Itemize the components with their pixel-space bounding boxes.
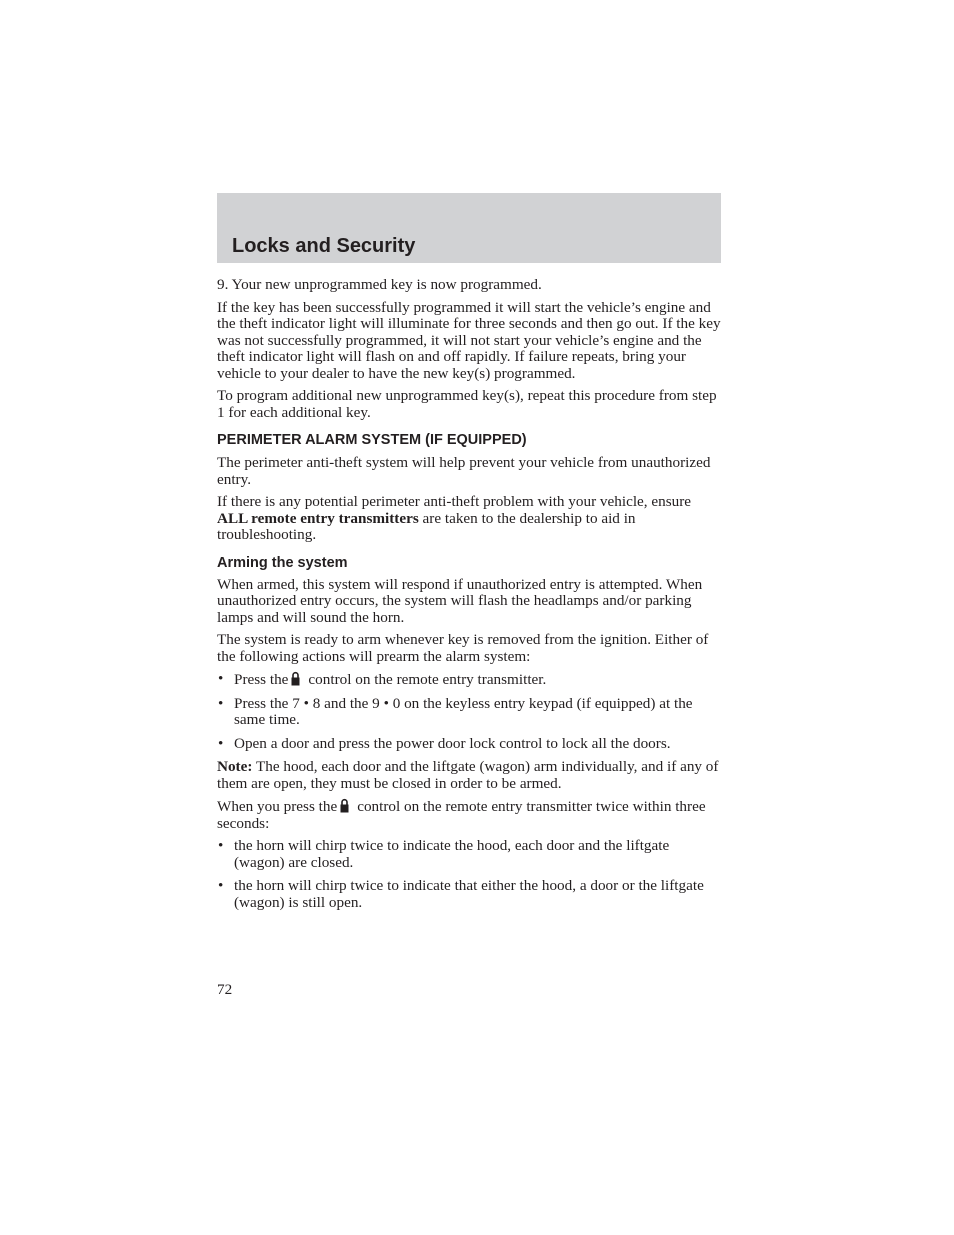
bullet-dot: • [218, 837, 224, 854]
list-item [217, 838, 721, 871]
list-item [217, 696, 721, 729]
horn-chirp-list [217, 838, 721, 911]
paragraph-additional-keys: To program additional new unprogrammed key(s), repeat this procedure from step 1 for each additional key. [217, 387, 717, 421]
page-content [217, 277, 721, 918]
paragraph-programming-result: If the key has been successfully programmed it will start the vehicle’s engine and the theft indicator light will illuminate for three seconds and then go out. If the key was not successfully programmed, it will not start your vehicle’s engine and the theft indicator light will flash on and off rapidly. If failure repeats, bring your vehicle to your dealer to have the new key(s) programmed. [217, 298, 721, 382]
press-text-post: control on the remote entry transmitter twice within three seconds: [217, 798, 706, 832]
paragraph-when-armed: When armed, this system will respond if unauthorized entry is attempted. When unauthorized entry occurs, the system will flash the headlamps and/or parking lamps and will sound the horn. [217, 575, 703, 626]
heading-perimeter-alarm: PERIMETER ALARM SYSTEM (IF EQUIPPED) [217, 432, 527, 448]
prearm-actions-list [217, 671, 721, 752]
press-text-pre: When you press the [217, 798, 338, 815]
bullet-dot: • [218, 694, 224, 712]
page-number: 72 [217, 981, 233, 998]
paragraph-press-twice [217, 798, 721, 832]
bullet-text-pre: Press the [234, 671, 289, 688]
problem-text-pre: If there is any potential perimeter anti-theft problem with your vehicle, ensure [217, 493, 692, 510]
problem-text-post: are taken to the dealership to aid in troubleshooting. [217, 509, 636, 543]
lock-icon [340, 798, 349, 813]
note-label: Note: [217, 758, 253, 775]
paragraph-perimeter-intro: The perimeter anti-theft system will help prevent your vehicle from unauthorized entry. [217, 454, 711, 488]
note-text: The hood, each door and the liftgate (wagon) arm individually, and if any of them are open, they must be closed in order to be armed. [217, 758, 719, 792]
paragraph-note [217, 759, 721, 792]
bullet-text: the horn will chirp twice to indicate that either the hood, a door or the liftgate (wagon) is still open. [234, 877, 704, 911]
bullet-text-post: control on the remote entry transmitter. [308, 671, 547, 688]
paragraph-perimeter-problem [217, 494, 721, 544]
paragraph-ready-to-arm: The system is ready to arm whenever key is removed from the ignition. Either of the following actions will prearm the alarm system: [217, 631, 709, 665]
bullet-dot: • [218, 670, 224, 687]
section-header-band [217, 193, 721, 263]
list-item [217, 671, 721, 689]
bullet-text: the horn will chirp twice to indicate the hood, each door and the liftgate (wagon) are closed. [234, 837, 670, 871]
lock-icon [291, 671, 300, 686]
bullet-text: Open a door and press the power door lock control to lock all the doors. [234, 734, 671, 752]
bullet-dot: • [218, 734, 224, 752]
heading-arming-the-system: Arming the system [217, 554, 348, 571]
problem-text-bold: ALL remote entry transmitters [217, 509, 419, 527]
list-item [217, 878, 721, 911]
bullet-dot: • [218, 877, 224, 894]
bullet-text: Press the 7 • 8 and the 9 • 0 on the keyless entry keypad (if equipped) at the same time. [234, 694, 693, 728]
paragraph-step-9: 9. Your new unprogrammed key is now programmed. [217, 276, 542, 293]
section-title: Locks and Security [232, 235, 416, 257]
list-item [217, 736, 721, 753]
